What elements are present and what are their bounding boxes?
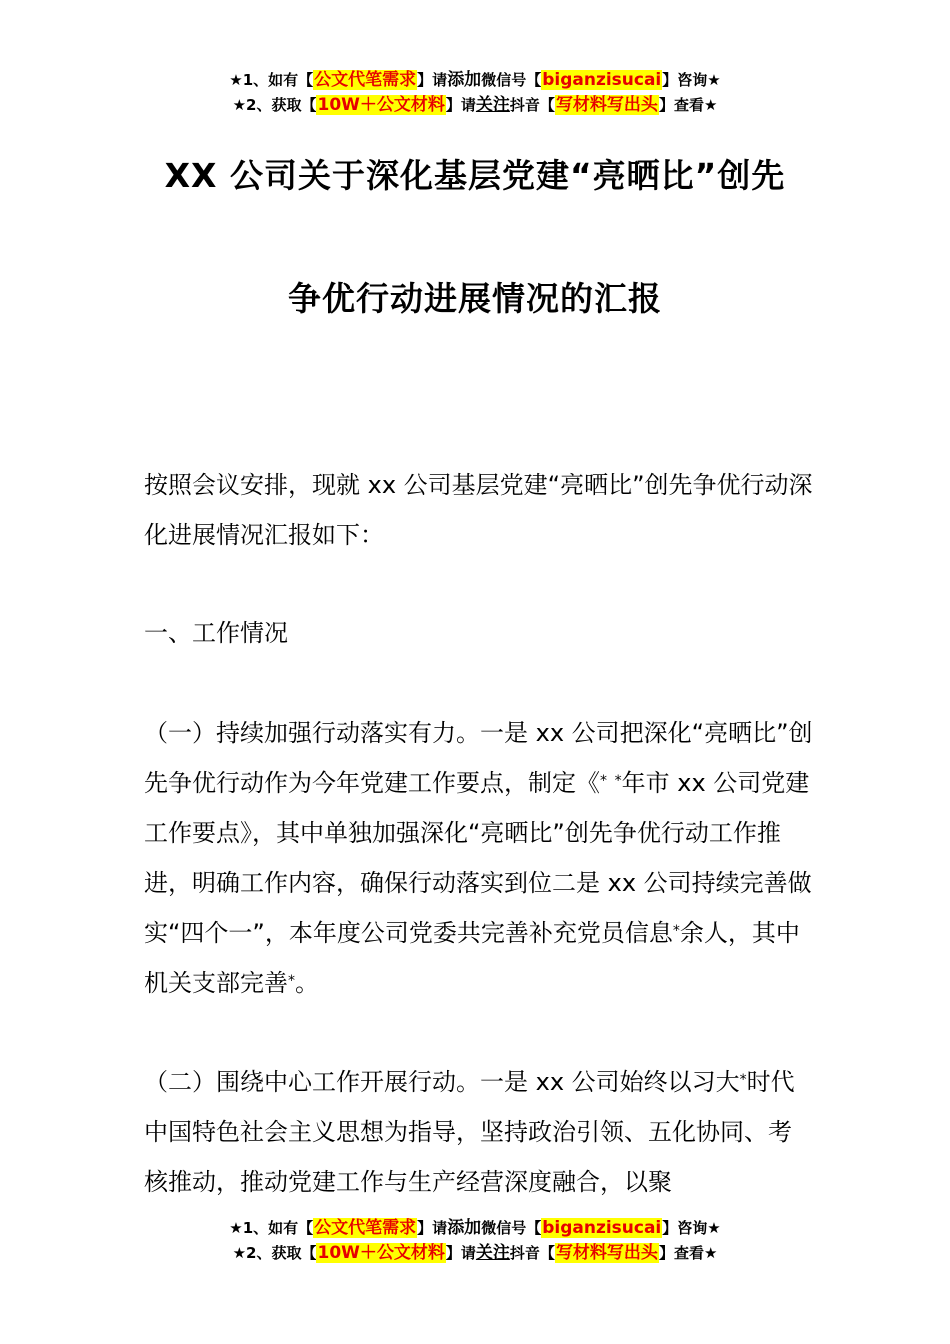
promo-highlight: 公文代笔需求 xyxy=(314,70,417,90)
paragraph-text: （一）持续加强行动落实有力。一是 xx 公司把深化“亮晒比”创先争优行动作为今年党建工作要点，制定《 xyxy=(144,719,813,797)
promo-highlight: biganzisucai xyxy=(542,1218,662,1238)
promo-line-2 xyxy=(0,93,950,118)
promo-highlight: 10W＋公文材料 xyxy=(317,1243,445,1263)
promo-text: 】咨询★ xyxy=(662,1219,721,1237)
paragraph-text: 余人，其中机关支部完善 xyxy=(144,919,800,997)
promo-line-2 xyxy=(0,1241,950,1266)
promo-text: 微信号【 xyxy=(481,71,542,89)
promo-text: ★2、获取【 xyxy=(232,1244,317,1262)
promo-emphasis: 关注 xyxy=(475,95,510,115)
promo-highlight: 10W＋公文材料 xyxy=(317,95,445,115)
redaction-mark: * xyxy=(600,773,607,789)
redaction-mark: * xyxy=(672,923,680,939)
promo-highlight: 公文代笔需求 xyxy=(314,1218,417,1238)
promo-text: 】请 xyxy=(445,96,476,114)
document-title-line-1: XX 公司关于深化基层党建“亮晒比”创先 xyxy=(164,156,786,195)
promo-text: 】请 xyxy=(445,1244,476,1262)
intro-text: 按照会议安排，现就 xx 公司基层党建“亮晒比”创先争优行动深化进展情况汇报如下： xyxy=(144,471,813,549)
document-title-line-2: 争优行动进展情况的汇报 xyxy=(288,279,662,318)
paragraph-text: 时代中国特色社会主义思想为指导，坚持政治引领、五化协同、考核推动，推动党建工作与生产经营深度融合，以聚 xyxy=(144,1068,795,1196)
promo-highlight: 写材料写出头 xyxy=(555,95,658,115)
promo-text: 微信号【 xyxy=(481,1219,542,1237)
promo-text: 】查看★ xyxy=(658,96,718,114)
redaction-mark: * xyxy=(614,773,622,789)
promo-text: 抖音【 xyxy=(509,1244,555,1262)
header-promo-banner xyxy=(0,68,950,118)
promo-text: 抖音【 xyxy=(509,96,555,114)
promo-line-1 xyxy=(0,1216,950,1241)
promo-text: ★2、获取【 xyxy=(232,96,317,114)
promo-text: ★1、如有【 xyxy=(229,71,314,89)
promo-emphasis: 添加 xyxy=(447,70,482,90)
promo-emphasis: 关注 xyxy=(475,1243,510,1263)
promo-text: 】请 xyxy=(417,71,448,89)
redaction-mark: * xyxy=(288,973,295,989)
paragraph-2-text xyxy=(144,1057,814,1207)
paragraph-2 xyxy=(144,1057,814,1207)
footer-promo-banner xyxy=(0,1216,950,1266)
promo-text: 】请 xyxy=(417,1219,448,1237)
intro-paragraph xyxy=(144,460,814,560)
promo-highlight: biganzisucai xyxy=(542,70,662,90)
paragraph-text: 。 xyxy=(295,969,319,997)
paragraph-1-text xyxy=(144,708,814,1008)
paragraph-text: 年市 xx 公司党建工作要点》，其中单独加强深化“亮晒比”创先争优行动工作推进，明确工作内容，确保行动落实到位二是 xx 公司持续完善做实“四个一”，本年度公司党委共完善补充党员信息 xyxy=(144,769,812,947)
paragraph-1 xyxy=(144,708,814,1008)
redaction-mark: * xyxy=(739,1072,747,1088)
promo-emphasis: 添加 xyxy=(447,1218,482,1238)
promo-text: 】查看★ xyxy=(658,1244,718,1262)
paragraph-text: （二）围绕中心工作开展行动。一是 xx 公司始终以习大 xyxy=(144,1068,740,1096)
promo-text: ★1、如有【 xyxy=(229,1219,314,1237)
section-heading xyxy=(144,608,814,658)
promo-highlight: 写材料写出头 xyxy=(555,1243,658,1263)
section-heading-text: 一、工作情况 xyxy=(144,619,288,647)
promo-text: 】咨询★ xyxy=(662,71,721,89)
promo-line-1 xyxy=(0,68,950,93)
